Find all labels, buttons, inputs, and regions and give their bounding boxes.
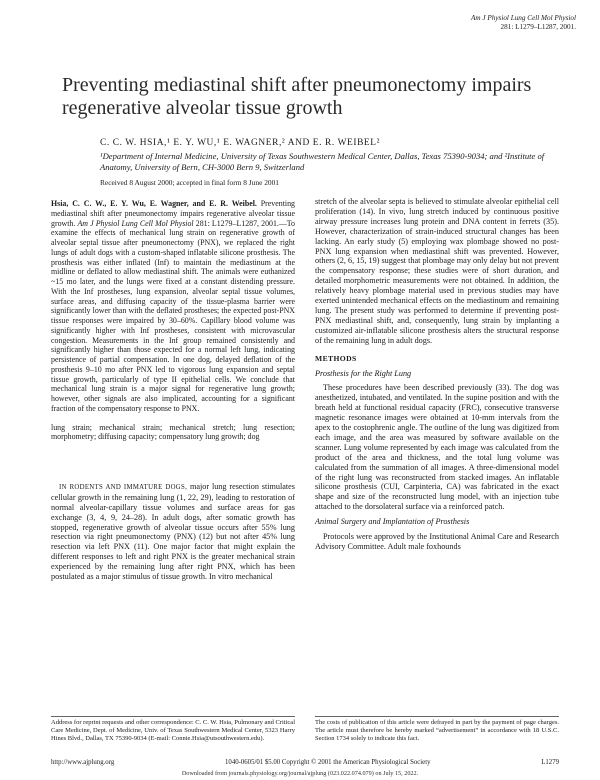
footnote-divider-left [51,716,295,717]
abstract-title: Preventing mediastinal shift after pneumonectomy impairs regenerative alveolar tissue growth. [51,199,295,228]
keywords: lung strain; mechanical strain; mechanical stretch; lung resection; morphometry; diffusing capacity; compensatory lung growth; dog [51,422,295,442]
page-footer [51,759,559,766]
journal-reference [471,14,576,32]
prosthesis-paragraph: These procedures have been described previously (33). The dog was anesthetized, intubated, and ventilated. In the supine position and with the breath held at functional residual capacity (FRC), consecutive transverse magnetic resonance images were obtained at 10-mm intervals from the apex to the costophrenic angle. The outline of the lung was digitized from each image, and the area was measured by software available on the scanner. Lung volume represented by each image was calculated from the product of the area and thickness, and the total lung volume was calculated from the summation of all images. A three-dimensional model of the right lung was reconstructed from stacked images. An inflatable silicone prosthesis (CUI, Carpinteria, CA) was fabricated in the exact shape and size of the reconstructed lung model, with an injection tube attached to the dorsolateral surface via a reinforced patch. [315,383,559,512]
abstract-body: 281: L1279–L1287, 2001.—To examine the effects of mechanical lung strain on regenerative growth of alveolar septal tissue after pneumonectomy (PNX), we replaced the right lungs of adult dogs with a custom-shaped inflatable silicone prosthesis. The prosthesis was either inflated (Inf) to maintain the mediastinum at the midline or deflated to allow mediastinal shift. The animals were euthanized ~15 mo later, and the lungs were fixed at a constant distending pressure. With the Inf prostheses, lung expansion, alveolar septal tissue volumes, surface areas, and diffusing capacity of the tissue-plasma barrier were significantly lower than with the deflated prostheses; the expected post-PNX tissue responses were impaired by 30–60%. Capillary blood volume was significantly higher with Inf prostheses, consistent with microvascular congestion. Measurements in the Inf group remained consistently and significantly higher than those expected for a normal left lung, indicating persistence of partial compensation. In one dog, delayed deflation of the prosthesis 9–10 mo after PNX led to vigorous lung expansion and septal tissue growth, particularly of type II epithelial cells. We conclude that mechanical lung strain is a major signal for regenerative lung growth; however, other signals are also implicated, accounting for a significant fraction of the compensatory response to PNX. [51,218,295,413]
intro-lead: IN RODENTS AND IMMATURE DOGS, [59,483,188,491]
abstract-citation: Am J Physiol Lung Cell Mol Physiol [77,218,194,228]
abstract [51,199,295,414]
surgery-paragraph: Protocols were approved by the Institutional Animal Care and Research Advisory Committee. Adult male foxhounds [315,532,559,551]
journal-url[interactable]: http://www.ajplung.org [51,759,115,766]
intro-continued: stretch of the alveolar septa is believed to stimulate alveolar epithelial cell proliferation (14). In vivo, lung stretch induced by continuous positive airway pressure increases lung protein and DNA content in ferrets (35). However, characterization of strain-induced structural changes has been lacking. An early study (5) employing wax plombage showed no post-PNX lung expansion when mediastinal shift was prevented. However, others (2, 6, 15, 19) suggest that plombage may only delay but not prevent the compensatory response; these studies were of short duration, and detailed morphometric measurements were not obtained. In addition, the relatively heavy plombage material used in previous studies may have exerted unintended mechanical effects on the mediastinum and remaining lung. The present study was performed to determine if preventing post-PNX mediastinal shift, and, consequently, lung strain by implanting a customized air-inflatable silicone prosthesis alters the structural response of the remaining lung in adult dogs. [315,197,559,345]
intro-paragraph [51,482,295,582]
subsection-prosthesis: Prosthesis for the Right Lung [315,368,412,378]
abstract-authors: Hsia, C. C. W., E. Y. Wu, E. Wagner, and E. R. Weibel. [51,199,257,208]
methods-heading: METHODS [315,353,357,363]
download-notice: Downloaded from journals.physiology.org/journal/ajplung (023.022.074.079) on July 15, 2022. [181,770,419,777]
affiliations: ¹Department of Internal Medicine, University of Texas Southwestern Medical Center, Dallas, Texas 75390-9034; and ²Institute of Anatomy, University of Bern, CH-3000 Bern 9, Switzerland [100,151,545,172]
journal-name: Am J Physiol Lung Cell Mol Physiol [470,14,576,22]
article-title: Preventing mediastinal shift after pneumonectomy impairs regenerative alveolar tissue growth [62,74,532,119]
subsection-surgery: Animal Surgery and Implantation of Prosthesis [315,517,470,527]
copyright-line: 1040-0605/01 $5.00 Copyright © 2001 the American Physiological Society [225,759,431,766]
page-number: L1279 [541,759,559,766]
page-charge-footnote: The costs of publication of this article were defrayed in part by the payment of page charges. The article must therefore be hereby marked “advertisement” in accordance with 18 U.S.C. Section 1734 solely to indicate this fact. [315,719,559,742]
received-date: Received 8 August 2000; accepted in final form 8 June 2001 [100,178,279,187]
author-list: C. C. W. HSIA,¹ E. Y. WU,¹ E. WAGNER,² AND E. R. WEIBEL² [100,138,380,148]
left-column [51,199,295,582]
correspondence-footnote: Address for reprint requests and other correspondence: C. C. W. Hsia, Pulmonary and Critical Care Medicine, Dept. of Medicine, Univ. of Texas Southwestern Medical Center, 5323 Harry Hines Blvd., Dallas, TX 75390-9034 (E-mail: Connie.Hsia@utsouthwestern.edu). [51,719,295,742]
footnote-divider-right [315,716,559,717]
right-column [315,197,559,552]
journal-volume: 281: L1279–L1287, 2001. [500,23,576,31]
intro-body: major lung resection stimulates cellular growth in the remaining lung (1, 22, 29), leading to restoration of normal alveolar-capillary tissue volumes and surface areas for gas exchange (3, 4, 9, 24–28). In adult dogs, after somatic growth has stopped, regenerative growth of alveolar tissue occurs after 55% lung resection via right pneumonectomy (PNX) (12) but not after 45% lung resection via left PNX (11). One major factor that might explain the different responses to left and right PNX is the greater mechanical strain experienced by the remaining lung after right PNX, which has been postulated as a major stimulus of tissue growth. In vitro mechanical [51,481,295,582]
